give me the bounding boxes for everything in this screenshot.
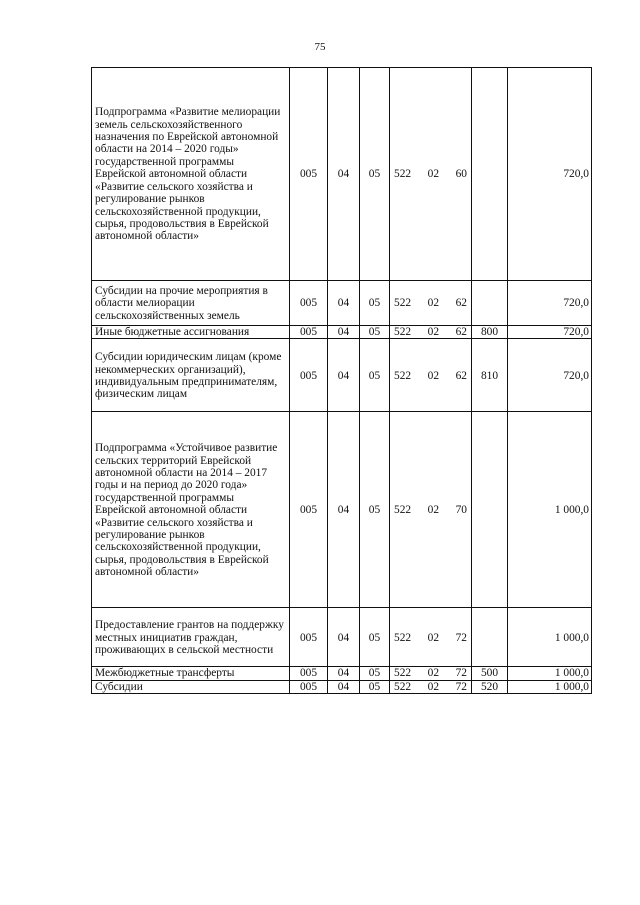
amount: 720,0 (508, 68, 592, 281)
row-name: Субсидии (92, 680, 290, 693)
ministry-code: 005 (290, 281, 328, 326)
expense-type-code: 520 (472, 680, 508, 693)
csr-item: 70 (455, 504, 467, 517)
subsection-code: 05 (360, 68, 390, 281)
subsection-code: 05 (360, 339, 390, 412)
csr-program: 522 (394, 326, 412, 338)
ministry-code: 005 (290, 68, 328, 281)
csr-program: 522 (394, 631, 412, 644)
csr-program: 522 (394, 369, 412, 382)
expense-type-code: 810 (472, 339, 508, 412)
table-row (92, 412, 592, 608)
section-code: 04 (328, 680, 360, 693)
csr-item: 60 (455, 168, 467, 181)
page-number: 75 (314, 41, 326, 53)
row-name: Предоставление грантов на поддержку местных инициатив граждан, проживающих в сельской местности (92, 608, 290, 667)
target-article-code (390, 68, 472, 281)
subsection-code: 05 (360, 667, 390, 680)
subsection-code: 05 (360, 281, 390, 326)
amount: 720,0 (508, 326, 592, 339)
subsection-code: 05 (360, 326, 390, 339)
csr-subprogram: 02 (427, 504, 440, 517)
expense-type-code (472, 412, 508, 608)
section-code: 04 (328, 667, 360, 680)
ministry-code: 005 (290, 339, 328, 412)
csr-program: 522 (394, 504, 412, 517)
csr-subprogram: 02 (427, 680, 440, 693)
row-name: Субсидии юридическим лицам (кроме некоммерческих организаций), индивидуальным предпринимателям, физическим лицам (92, 339, 290, 412)
amount: 720,0 (508, 281, 592, 326)
amount: 1 000,0 (508, 608, 592, 667)
table-row (92, 339, 592, 412)
ministry-code: 005 (290, 326, 328, 339)
csr-subprogram: 02 (427, 631, 440, 644)
section-code: 04 (328, 68, 360, 281)
table-row (92, 680, 592, 693)
target-article-code (390, 608, 472, 667)
budget-table (91, 67, 592, 694)
ministry-code: 005 (290, 680, 328, 693)
table-row (92, 667, 592, 680)
expense-type-code (472, 68, 508, 281)
expense-type-code (472, 608, 508, 667)
csr-item: 72 (455, 667, 467, 680)
amount: 1 000,0 (508, 412, 592, 608)
expense-type-code: 800 (472, 326, 508, 339)
subsection-code: 05 (360, 608, 390, 667)
csr-program: 522 (394, 680, 412, 693)
target-article-code (390, 667, 472, 680)
csr-program: 522 (394, 168, 412, 181)
row-name: Подпрограмма «Устойчивое развитие сельских территорий Еврейской автономной области на 2014 – 2017 годы и на период до 2020 года» государственной программы Еврейской автономной области «Развитие сельского хозяйства и регулирование рынков сельскохозяйственной продукции, сырья, продовольствия в Еврейской автономной области» (92, 412, 290, 608)
csr-subprogram: 02 (427, 667, 440, 680)
section-code: 04 (328, 326, 360, 339)
amount: 1 000,0 (508, 680, 592, 693)
section-code: 04 (328, 339, 360, 412)
ministry-code: 005 (290, 412, 328, 608)
ministry-code: 005 (290, 608, 328, 667)
csr-program: 522 (394, 297, 412, 310)
table-row (92, 326, 592, 339)
amount: 1 000,0 (508, 667, 592, 680)
target-article-code (390, 412, 472, 608)
section-code: 04 (328, 412, 360, 608)
expense-type-code: 500 (472, 667, 508, 680)
target-article-code (390, 326, 472, 339)
csr-program: 522 (394, 667, 412, 680)
csr-subprogram: 02 (427, 369, 440, 382)
table-row (92, 608, 592, 667)
ministry-code: 005 (290, 667, 328, 680)
csr-item: 62 (455, 369, 467, 382)
table-row (92, 68, 592, 281)
target-article-code (390, 281, 472, 326)
target-article-code (390, 339, 472, 412)
csr-subprogram: 02 (427, 297, 440, 310)
csr-subprogram: 02 (427, 326, 440, 338)
row-name: Субсидии на прочие мероприятия в области мелиорации сельскохозяйственных земель (92, 281, 290, 326)
csr-item: 62 (455, 326, 467, 338)
csr-subprogram: 02 (427, 168, 440, 181)
csr-item: 62 (455, 297, 467, 310)
expense-type-code (472, 281, 508, 326)
target-article-code (390, 680, 472, 693)
subsection-code: 05 (360, 680, 390, 693)
table-row (92, 281, 592, 326)
amount: 720,0 (508, 339, 592, 412)
section-code: 04 (328, 281, 360, 326)
row-name: Иные бюджетные ассигнования (92, 326, 290, 339)
row-name: Подпрограмма «Развитие мелиорации земель сельскохозяйственного назначения по Еврейской автономной области на 2014 – 2020 годы» государственной программы Еврейской автономной области «Развитие сельского хозяйства и регулирование рынков сельскохозяйственной продукции, сырья, продовольствия в Еврейской автономной области» (92, 68, 290, 281)
row-name: Межбюджетные трансферты (92, 667, 290, 680)
subsection-code: 05 (360, 412, 390, 608)
csr-item: 72 (455, 631, 467, 644)
csr-item: 72 (455, 680, 467, 693)
section-code: 04 (328, 608, 360, 667)
